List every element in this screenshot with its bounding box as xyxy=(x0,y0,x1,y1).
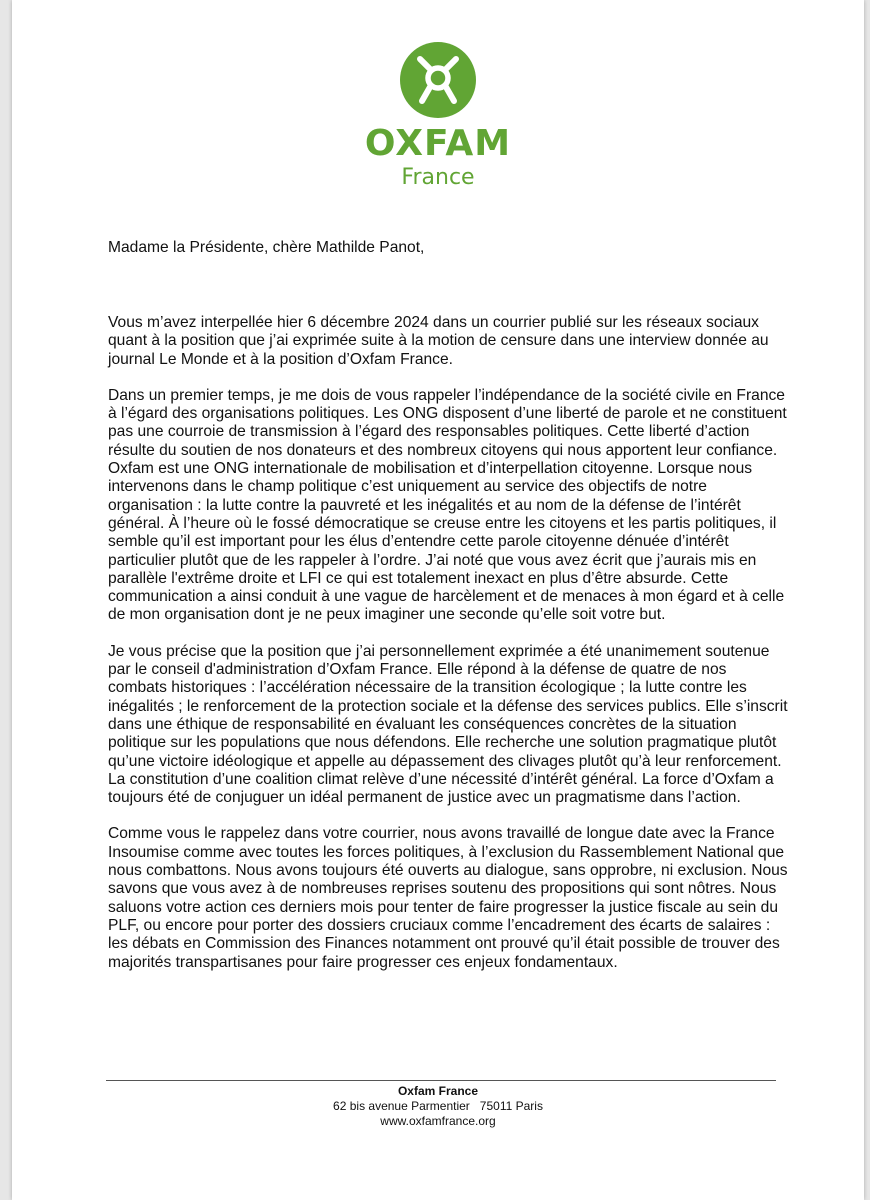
salutation: Madame la Présidente, chère Mathilde Panot, xyxy=(108,239,425,256)
oxfam-logo xyxy=(12,42,864,192)
letter-body xyxy=(108,314,788,990)
paragraph-collaboration: Comme vous le rappelez dans votre courrier, nous avons travaillé de longue date avec la France Insoumise comme avec toutes les forces politiques, à l’exclusion du Rassemblement National que nous combattons. Nous avons toujours été ouverts au dialogue, sans opprobre, ni exclusion. Nous savons que vous avez à de nombreuses reprises soutenu des propositions qui sont nôtres. Nous saluons votre action ces derniers mois pour tenter de faire progresser la justice fiscale au sein du PLF, ou encore pour porter des dossiers cruciaux comme l’encadrement des écarts de salaires : les débats en Commission des Finances notamment ont prouvé qu’il était possible de trouver des majorités transpartisanes pour faire progresser ces enjeux fondamentaux. xyxy=(108,825,788,971)
footer xyxy=(12,1084,864,1129)
footer-divider xyxy=(106,1080,776,1081)
footer-address: 62 bis avenue Parmentier 75011 Paris xyxy=(333,1099,543,1113)
footer-website[interactable]: www.oxfamfrance.org xyxy=(380,1114,496,1128)
paragraph-position: Je vous précise que la position que j’ai personnellement exprimée a été unanimement soutenue par le conseil d'administration d’Oxfam France. Elle répond à la défense de quatre de nos combats historiques : l’accélération nécessaire de la transition écologique ; la lutte contre les inégalités ; le renforcement de la protection sociale et la défense des services publics. Elle s’inscrit dans une éthique de responsabilité en évaluant les conséquences concrètes de la situation politique sur les populations que nous défendons. Elle recherche une solution pragmatique plutôt qu’une victoire idéologique et appelle au dépassement des clivages plutôt qu’à leur renforcement. La constitution d’une coalition climat relève d’une nécessité d’intérêt général. La force d’Oxfam a toujours été de conjuguer un idéal permanent de justice avec un pragmatisme dans l’action. xyxy=(108,642,788,807)
letter-page xyxy=(12,0,864,1200)
brand-name: OXFAM xyxy=(364,123,512,164)
footer-org-name: Oxfam France xyxy=(397,1084,479,1098)
oxfam-figure-icon xyxy=(400,42,476,118)
brand-subtitle: France xyxy=(401,165,475,190)
paragraph-independence: Dans un premier temps, je me dois de vous rappeler l’indépendance de la société civile en France à l’égard des organisations politiques. Les ONG disposent d’une liberté de parole et ne constituent pas une courroie de transmission à l’égard des responsables politiques. Cette liberté d’action résulte du soutien de nos donateurs et des nombreux citoyens qui nous apportent leur confiance. Oxfam est une ONG internationale de mobilisation et d’interpellation citoyenne. Lorsque nous intervenons dans le champ politique c’est uniquement au service des objectifs de notre organisation : la lutte contre la pauvreté et les inégalités et au nom de la défense de l’intérêt général. À l’heure où le fossé démocratique se creuse entre les citoyens et les partis politiques, il semble qu’il est important pour les élus d’entendre cette parole citoyenne dénuée d’intérêt particulier plutôt que de les rappeler à l’ordre. J’ai noté que vous avez écrit que j’aurais mis en parallèle l'extrême droite et LFI ce qui est totalement inexact en plus d’être absurde. Cette communication a ainsi conduit à une vague de harcèlement et de menaces à mon égard et à celle de mon organisation dont je ne peux imaginer une seconde qu’elle soit votre but. xyxy=(108,386,787,624)
paragraph-intro: Vous m’avez interpellée hier 6 décembre 2024 dans un courrier publié sur les réseaux sociaux quant à la position que j’ai exprimée suite à la motion de censure dans une interview donnée au journal Le Monde et à la position d’Oxfam France. xyxy=(108,314,769,368)
